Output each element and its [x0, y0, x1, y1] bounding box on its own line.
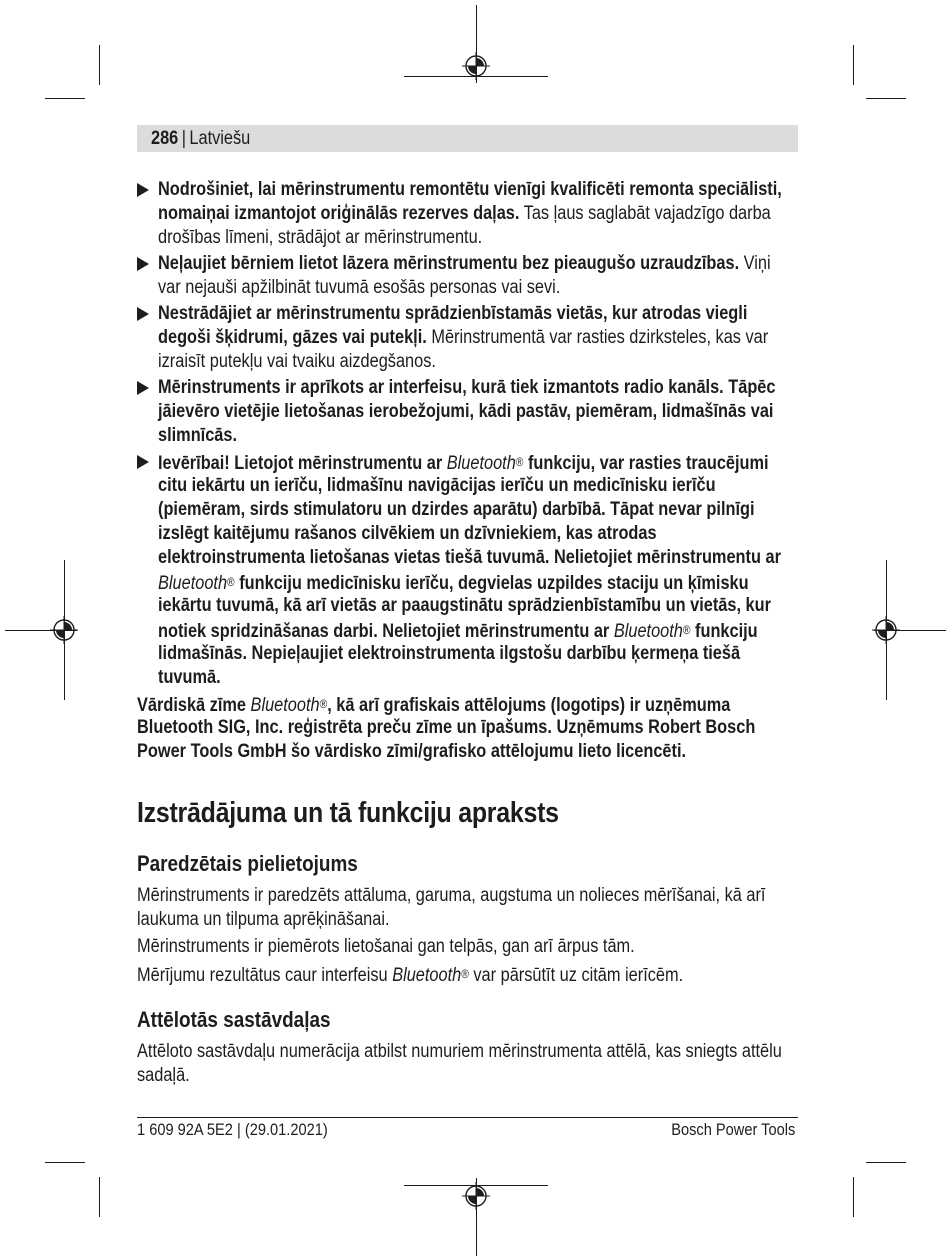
page-content [137, 178, 798, 1091]
header-separator: | [181, 128, 186, 149]
triangle-bullet-icon [137, 183, 149, 197]
triangle-bullet-icon [137, 257, 149, 271]
text-line [158, 400, 798, 424]
text-line [158, 350, 798, 374]
text-line [158, 202, 798, 226]
header-language: Latviešu [189, 128, 251, 149]
text-line [158, 594, 798, 618]
trademark-notice [137, 692, 798, 764]
text-line [137, 740, 798, 764]
text-run: tuvumā. [158, 667, 221, 688]
text-line [158, 498, 798, 522]
text-line [158, 570, 798, 594]
text-line [137, 935, 798, 959]
text-run: Mērījumu rezultātus caur interfeisu [137, 965, 393, 986]
text-run: Vārdiskā zīme [137, 695, 251, 716]
text-run: Bluetooth [158, 573, 228, 594]
text-run: ® [227, 575, 235, 589]
text-line [137, 692, 798, 716]
text-line [158, 618, 798, 642]
paragraph [137, 1040, 798, 1088]
safety-warning-item [137, 178, 798, 250]
text-run: Bluetooth SIG, Inc. reģistrēta preču zīme un īpašums. Uzņēmums Robert Bosch [137, 717, 756, 738]
text-line [158, 326, 798, 350]
text-line [158, 302, 798, 326]
paragraph [137, 884, 798, 932]
text-run: Mērinstruments ir paredzēts attāluma, garuma, augstuma un nolieces mērīšanai, kā arī [137, 885, 766, 906]
text-line [158, 276, 798, 300]
triangle-bullet-icon [137, 381, 149, 395]
text-run: funkciju, var rasties traucējumi [523, 453, 769, 474]
text-run: Bluetooth [392, 965, 462, 986]
text-run: Bluetooth [250, 695, 320, 716]
safety-warning-item [137, 252, 798, 300]
text-run: nomaiņai izmantojot oriģinālās rezerves daļas. [158, 203, 520, 224]
text-run: Nodrošiniet, lai mērinstrumentu remontētu vienīgi kvalificēti remonta speciālisti, [158, 179, 782, 200]
text-run: (piemēram, sirds stimulatoru un dzirdes aparātu) darbībā. Tāpat nevar pilnīgi [158, 499, 755, 520]
text-run: Bluetooth [613, 621, 683, 642]
text-run: Mērinstruments ir piemērots lietošanai gan telpās, gan arī ārpus tām. [137, 936, 635, 957]
text-run: ® [319, 697, 328, 711]
components-text [137, 1040, 798, 1088]
text-run: ® [515, 455, 524, 469]
text-run: var pārsūtīt uz citām ierīcēm. [468, 965, 684, 986]
text-run: , kā arī grafiskais attēlojums (logotips) ir uzņēmuma [327, 695, 731, 716]
text-run: izraisīt putekļu vai tvaiku aizdegšanos. [158, 351, 436, 372]
text-run: izslēgt kaitējumu rašanos cilvēkiem un dzīvniekiem, kas atrodas [158, 523, 657, 544]
text-line [137, 1040, 798, 1064]
text-line [158, 642, 798, 666]
text-run: jāievēro vietējie lietošanas ierobežojumi, kādi pastāv, piemēram, lidmašīnās vai [158, 401, 774, 422]
text-line [158, 226, 798, 250]
text-run: ® [461, 967, 469, 981]
text-run: Mērinstruments ir aprīkots ar interfeisu, kurā tiek izmantots radio kanāls. Tāpēc [158, 377, 776, 398]
text-run: notiek spridzināšanas darbi. Nelietojiet mērinstrumentu ar [158, 621, 614, 642]
paragraph [137, 962, 798, 986]
text-run: Bluetooth [446, 453, 516, 474]
text-run: funkciju medicīnisku ierīču, degvielas uzpildes staciju un ķīmisku [234, 573, 749, 594]
text-line [137, 962, 798, 986]
text-run: Viņi [739, 253, 771, 274]
safety-warning-item [137, 302, 798, 374]
footer-doc-id: 1 609 92A 5E2 | (29.01.2021) [137, 1120, 328, 1139]
text-run: elektroinstrumenta lietošanas vietas tiešā tuvumā. Nelietojiet mērinstrumentu ar [158, 547, 781, 568]
text-line [158, 474, 798, 498]
text-run: slimnīcās. [158, 425, 238, 446]
paragraph [137, 935, 798, 959]
text-line [137, 1064, 798, 1088]
text-line [158, 546, 798, 570]
intended-use-heading: Paredzētais pielietojums [137, 851, 358, 876]
text-run: Nestrādājiet ar mērinstrumentu sprādzienbīstamās vietās, kur atrodas viegli [158, 303, 748, 324]
footer-brand: Bosch Power Tools [670, 1120, 795, 1139]
registration-mark-icon [462, 1182, 490, 1210]
safety-warning-item [137, 450, 798, 690]
registration-mark-icon [462, 52, 490, 80]
page-number: 286 [151, 128, 179, 149]
text-line [158, 666, 798, 690]
text-line [158, 252, 798, 276]
registration-mark-icon [872, 616, 900, 644]
text-run: ® [682, 623, 691, 637]
text-line [137, 908, 798, 932]
text-run: lidmašīnās. Nepieļaujiet elektroinstrumenta ilgstošu darbību ķermeņa tiešā [158, 643, 741, 664]
text-run: Ievērībai! Lietojot mērinstrumentu ar [158, 453, 447, 474]
text-run: sadaļā. [137, 1065, 190, 1086]
text-line [137, 884, 798, 908]
text-run: citu iekārtu un ierīču, lidmašīnu navigācijas ierīču un medicīnisku ierīču [158, 475, 716, 496]
text-run: drošības līmeni, strādājot ar mērinstrumentu. [158, 227, 483, 248]
text-line [158, 450, 798, 474]
text-line [158, 424, 798, 448]
text-run: funkciju [690, 621, 758, 642]
text-run: Power Tools GmbH šo vārdisko zīmi/grafisko attēlojumu lieto licencēti. [137, 741, 687, 762]
safety-warning-list [137, 178, 798, 690]
registration-mark-icon [50, 616, 78, 644]
page-header [137, 125, 798, 152]
text-run: Tas ļaus saglabāt vajadzīgo darba [519, 203, 771, 224]
text-run: degoši šķidrumi, gāzes vai putekļi. [158, 327, 427, 348]
intended-use-text [137, 884, 798, 986]
triangle-bullet-icon [137, 455, 149, 469]
section-title: Izstrādājuma un tā funkciju apraksts [137, 797, 559, 829]
text-run: Attēloto sastāvdaļu numerācija atbilst numuriem mērinstrumenta attēlā, kas sniegts attēlu [137, 1041, 782, 1062]
text-run: var nejauši apžilbināt tuvumā esošās personas vai sevi. [158, 277, 561, 298]
triangle-bullet-icon [137, 307, 149, 321]
text-line [158, 178, 798, 202]
text-run: laukuma un tilpuma aprēķināšanai. [137, 909, 390, 930]
text-run: Mērinstrumentā var rasties dzirksteles, kas var [426, 327, 769, 348]
text-line [158, 522, 798, 546]
text-line [137, 716, 798, 740]
text-run: iekārtu tuvumā, kā arī vietās ar paaugstinātu sprādzienbīstamību un vietās, kur [158, 595, 771, 616]
text-line [158, 376, 798, 400]
components-heading: Attēlotās sastāvdaļas [137, 1007, 331, 1032]
footer-rule [137, 1117, 798, 1118]
text-run: Neļaujiet bērniem lietot lāzera mērinstrumentu bez pieaugušo uzraudzības. [158, 253, 740, 274]
safety-warning-item [137, 376, 798, 448]
